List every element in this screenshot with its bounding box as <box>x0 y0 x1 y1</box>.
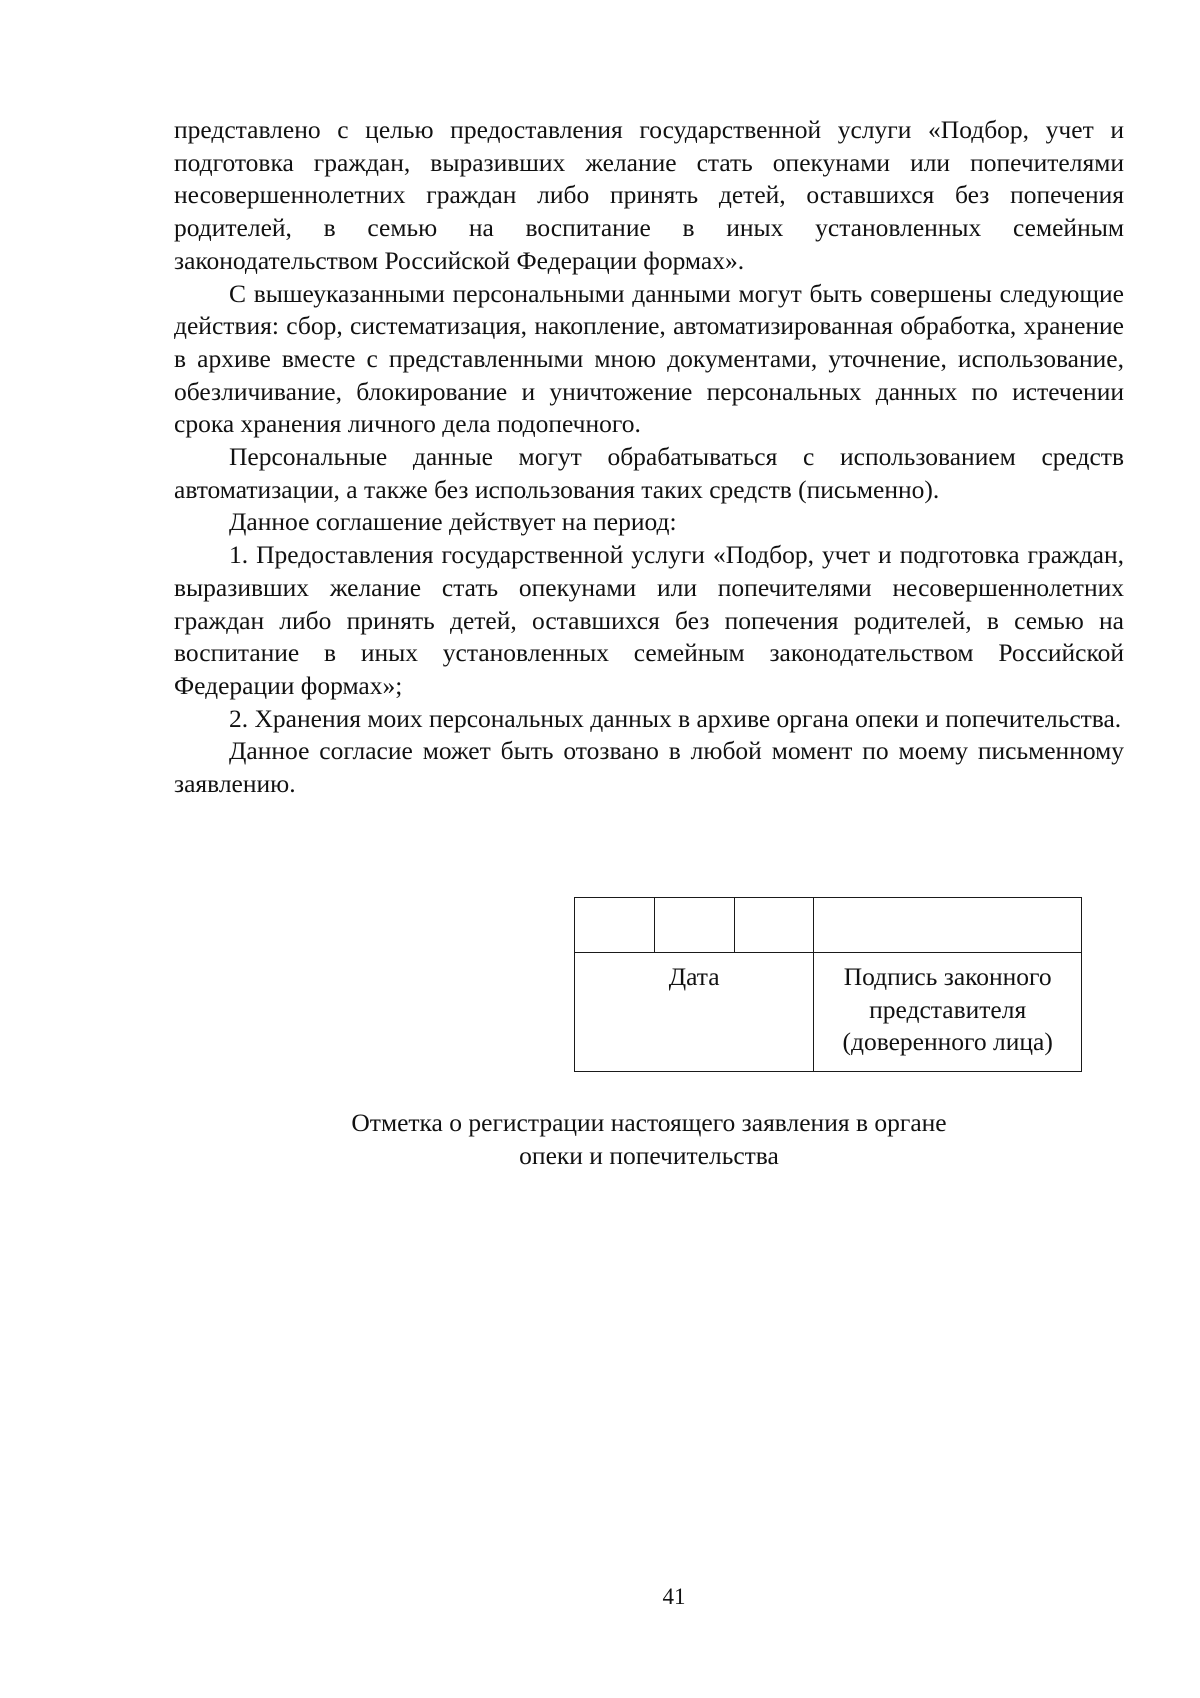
document-body <box>174 114 1124 801</box>
paragraph-period-item-1: 1. Предоставления государственной услуги «Подбор, учет и подготовка граждан, выразивших желание стать опекунами или попечителями несовершеннолетних граждан либо принять детей, оставшихся без попечения родителей, в семью на воспитание в иных установленных семейным законодательством Российской Федерации формах»; <box>174 540 1124 700</box>
paragraph-processing: Персональные данные могут обрабатываться с использованием средств автоматизации, а также без использования таких средств (письменно). <box>174 442 1124 504</box>
date-day-cell[interactable] <box>575 898 655 953</box>
date-year-cell[interactable] <box>734 898 814 953</box>
registration-note-line-1: Отметка о регистрации настоящего заявления в органе <box>351 1108 947 1137</box>
signature-table-entry-row <box>575 898 1082 953</box>
signature-table-label-row <box>575 953 1082 1072</box>
paragraph-purpose: представлено с целью предоставления государственной услуги «Подбор, учет и подготовка граждан, выразивших желание стать опекунами или попечителями несовершеннолетних граждан либо принять детей, оставшихся без попечения родителей, в семью на воспитание в иных установленных семейным законодательством Российской Федерации формах». <box>174 115 1124 275</box>
paragraph-period-item-2: 2. Хранения моих персональных данных в архиве органа опеки и попечительства. <box>229 703 1122 733</box>
registration-note-line-2: опеки и попечительства <box>519 1140 779 1170</box>
registration-note <box>174 1107 1124 1172</box>
paragraph-period-intro: Данное соглашение действует на период: <box>229 507 677 537</box>
date-month-cell[interactable] <box>654 898 734 953</box>
page-number: 41 <box>662 1584 686 1609</box>
signature-label: Подпись законного представителя (доверенного лица) <box>814 953 1082 1072</box>
paragraph-revocation: Данное согласие может быть отозвано в любой момент по моему письменному заявлению. <box>174 736 1124 799</box>
signature-cell[interactable] <box>814 898 1082 953</box>
paragraph-actions: С вышеуказанными персональными данными могут быть совершены следующие действия: сбор, систематизация, накопление, автоматизированная обработка, хранение в архиве вместе с представленными мною документами, уточнение, использование, обезличивание, блокирование и уничтожение персональных данных по истечении срока хранения личного дела подопечного. <box>174 278 1124 439</box>
date-label: Дата <box>575 953 814 1072</box>
signature-table <box>574 897 1082 1072</box>
